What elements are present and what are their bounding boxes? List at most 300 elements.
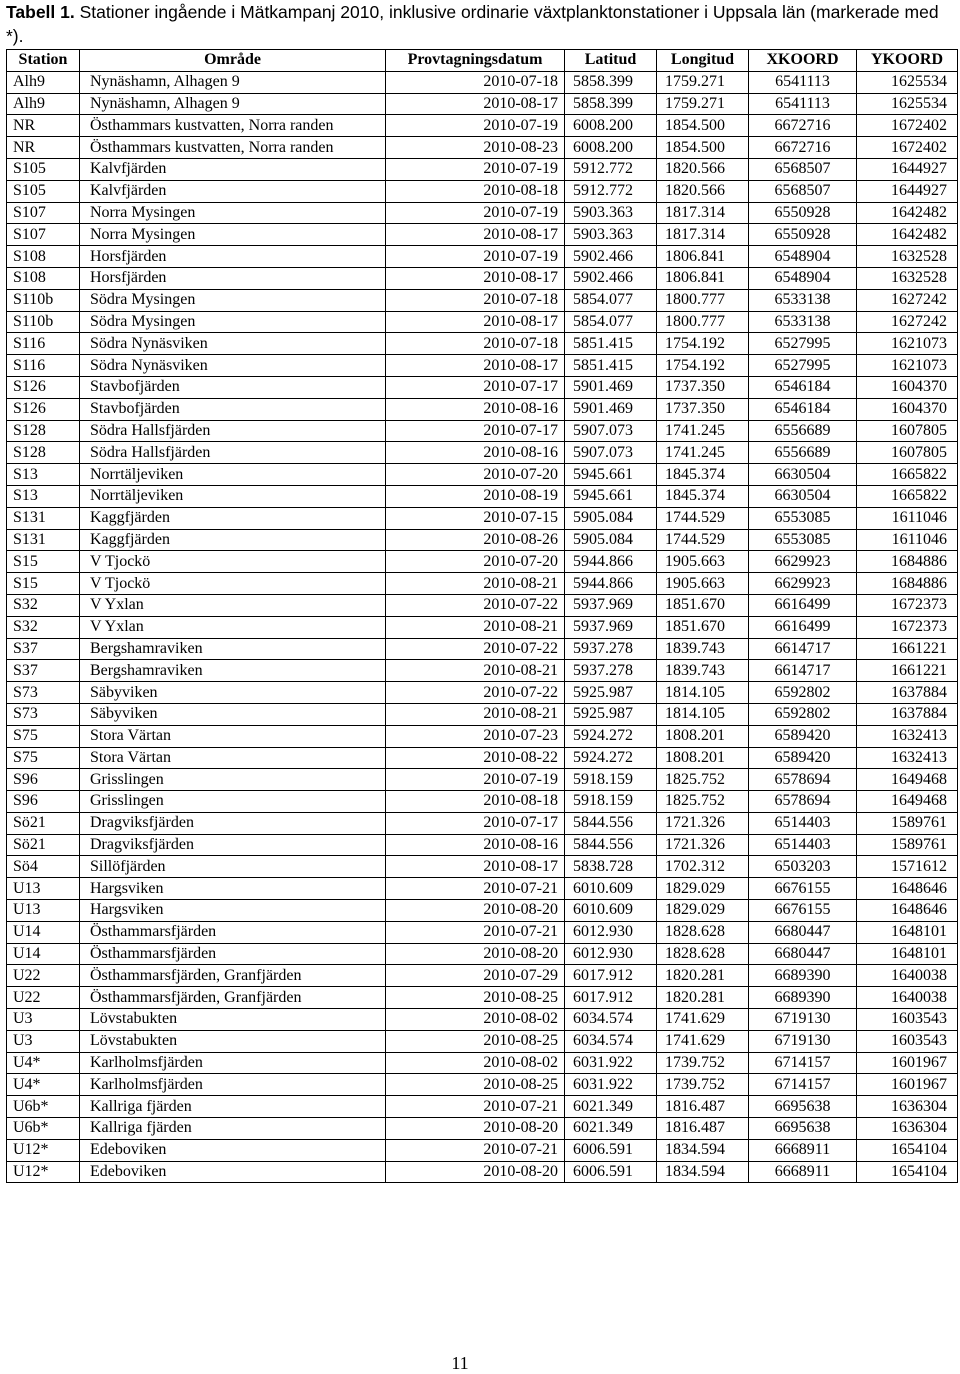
cell-longitude: 1759.271 bbox=[657, 71, 749, 93]
cell-area: Kalvfjärden bbox=[80, 158, 386, 180]
cell-date: 2010-08-02 bbox=[386, 1009, 565, 1031]
cell-date: 2010-08-02 bbox=[386, 1052, 565, 1074]
cell-latitude: 5844.556 bbox=[565, 834, 657, 856]
cell-latitude: 6021.349 bbox=[565, 1118, 657, 1140]
cell-area: Dragviksfjärden bbox=[80, 812, 386, 834]
cell-ykoord: 1632413 bbox=[857, 747, 958, 769]
cell-latitude: 5944.866 bbox=[565, 551, 657, 573]
cell-station: NR bbox=[7, 115, 80, 137]
cell-area: Norra Mysingen bbox=[80, 202, 386, 224]
cell-date: 2010-08-21 bbox=[386, 616, 565, 638]
cell-latitude: 5912.772 bbox=[565, 158, 657, 180]
cell-ykoord: 1607805 bbox=[857, 442, 958, 464]
cell-area: Säbyviken bbox=[80, 682, 386, 704]
cell-xkoord: 6676155 bbox=[749, 900, 857, 922]
cell-station: Sö4 bbox=[7, 856, 80, 878]
table-row bbox=[7, 93, 958, 115]
cell-date: 2010-08-17 bbox=[386, 93, 565, 115]
cell-longitude: 1754.192 bbox=[657, 333, 749, 355]
cell-ykoord: 1672373 bbox=[857, 594, 958, 616]
cell-longitude: 1825.752 bbox=[657, 769, 749, 791]
cell-ykoord: 1621073 bbox=[857, 355, 958, 377]
cell-xkoord: 6578694 bbox=[749, 769, 857, 791]
cell-date: 2010-07-17 bbox=[386, 420, 565, 442]
cell-ykoord: 1649468 bbox=[857, 769, 958, 791]
cell-latitude: 5903.363 bbox=[565, 224, 657, 246]
cell-station: S116 bbox=[7, 355, 80, 377]
cell-area: V Yxlan bbox=[80, 594, 386, 616]
cell-area: Stavbofjärden bbox=[80, 376, 386, 398]
table-row bbox=[7, 398, 958, 420]
cell-latitude: 6031.922 bbox=[565, 1052, 657, 1074]
header-date: Provtagningsdatum bbox=[386, 50, 565, 72]
cell-date: 2010-07-22 bbox=[386, 638, 565, 660]
cell-date: 2010-07-29 bbox=[386, 965, 565, 987]
cell-area: Stora Värtan bbox=[80, 747, 386, 769]
table-row bbox=[7, 180, 958, 202]
cell-ykoord: 1607805 bbox=[857, 420, 958, 442]
cell-ykoord: 1648101 bbox=[857, 943, 958, 965]
cell-latitude: 5918.159 bbox=[565, 791, 657, 813]
cell-latitude: 6012.930 bbox=[565, 943, 657, 965]
cell-latitude: 5858.399 bbox=[565, 71, 657, 93]
cell-area: Karlholmsfjärden bbox=[80, 1074, 386, 1096]
cell-station: U12* bbox=[7, 1161, 80, 1183]
cell-latitude: 5924.272 bbox=[565, 747, 657, 769]
table-row bbox=[7, 878, 958, 900]
cell-date: 2010-07-21 bbox=[386, 1096, 565, 1118]
cell-date: 2010-08-17 bbox=[386, 856, 565, 878]
cell-area: Norrtäljeviken bbox=[80, 464, 386, 486]
cell-date: 2010-07-21 bbox=[386, 1139, 565, 1161]
cell-ykoord: 1684886 bbox=[857, 551, 958, 573]
cell-area: Östhammarsfjärden bbox=[80, 943, 386, 965]
cell-ykoord: 1625534 bbox=[857, 71, 958, 93]
cell-station: U22 bbox=[7, 987, 80, 1009]
table-row bbox=[7, 137, 958, 159]
cell-longitude: 1834.594 bbox=[657, 1161, 749, 1183]
table-row bbox=[7, 267, 958, 289]
table-row bbox=[7, 311, 958, 333]
cell-xkoord: 6533138 bbox=[749, 289, 857, 311]
table-row bbox=[7, 965, 958, 987]
cell-station: S105 bbox=[7, 158, 80, 180]
cell-ykoord: 1640038 bbox=[857, 965, 958, 987]
cell-date: 2010-08-23 bbox=[386, 137, 565, 159]
cell-ykoord: 1642482 bbox=[857, 224, 958, 246]
table-row bbox=[7, 485, 958, 507]
cell-station: S128 bbox=[7, 420, 80, 442]
cell-date: 2010-07-19 bbox=[386, 202, 565, 224]
cell-area: Södra Nynäsviken bbox=[80, 333, 386, 355]
cell-date: 2010-07-18 bbox=[386, 289, 565, 311]
table-body bbox=[7, 71, 958, 1183]
cell-date: 2010-08-19 bbox=[386, 485, 565, 507]
cell-date: 2010-07-21 bbox=[386, 921, 565, 943]
cell-date: 2010-07-17 bbox=[386, 812, 565, 834]
header-area: Område bbox=[80, 50, 386, 72]
cell-longitude: 1737.350 bbox=[657, 376, 749, 398]
cell-latitude: 5903.363 bbox=[565, 202, 657, 224]
cell-area: Kallriga fjärden bbox=[80, 1118, 386, 1140]
cell-longitude: 1759.271 bbox=[657, 93, 749, 115]
cell-station: S108 bbox=[7, 267, 80, 289]
cell-longitude: 1806.841 bbox=[657, 246, 749, 268]
cell-xkoord: 6527995 bbox=[749, 355, 857, 377]
cell-station: NR bbox=[7, 137, 80, 159]
cell-ykoord: 1648646 bbox=[857, 900, 958, 922]
cell-station: S131 bbox=[7, 529, 80, 551]
cell-longitude: 1839.743 bbox=[657, 638, 749, 660]
cell-area: Norra Mysingen bbox=[80, 224, 386, 246]
cell-longitude: 1839.743 bbox=[657, 660, 749, 682]
cell-latitude: 6010.609 bbox=[565, 878, 657, 900]
cell-station: U22 bbox=[7, 965, 80, 987]
cell-xkoord: 6553085 bbox=[749, 529, 857, 551]
cell-date: 2010-08-26 bbox=[386, 529, 565, 551]
cell-xkoord: 6546184 bbox=[749, 398, 857, 420]
cell-date: 2010-07-19 bbox=[386, 115, 565, 137]
cell-ykoord: 1672402 bbox=[857, 115, 958, 137]
cell-longitude: 1800.777 bbox=[657, 289, 749, 311]
cell-area: Horsfjärden bbox=[80, 267, 386, 289]
cell-latitude: 5912.772 bbox=[565, 180, 657, 202]
header-latitude: Latitud bbox=[565, 50, 657, 72]
cell-station: S131 bbox=[7, 507, 80, 529]
cell-date: 2010-08-22 bbox=[386, 747, 565, 769]
table-row bbox=[7, 289, 958, 311]
cell-latitude: 6008.200 bbox=[565, 115, 657, 137]
cell-ykoord: 1661221 bbox=[857, 638, 958, 660]
table-row bbox=[7, 638, 958, 660]
cell-ykoord: 1601967 bbox=[857, 1074, 958, 1096]
cell-ykoord: 1644927 bbox=[857, 180, 958, 202]
cell-latitude: 6021.349 bbox=[565, 1096, 657, 1118]
cell-xkoord: 6629923 bbox=[749, 573, 857, 595]
table-row bbox=[7, 1009, 958, 1031]
table-row bbox=[7, 1139, 958, 1161]
table-row bbox=[7, 594, 958, 616]
header-ykoord: YKOORD bbox=[857, 50, 958, 72]
cell-area: Säbyviken bbox=[80, 703, 386, 725]
cell-longitude: 1744.529 bbox=[657, 529, 749, 551]
cell-xkoord: 6719130 bbox=[749, 1030, 857, 1052]
cell-longitude: 1851.670 bbox=[657, 594, 749, 616]
cell-date: 2010-08-25 bbox=[386, 1074, 565, 1096]
cell-ykoord: 1665822 bbox=[857, 464, 958, 486]
caption-label: Tabell 1. bbox=[6, 2, 75, 22]
cell-xkoord: 6676155 bbox=[749, 878, 857, 900]
cell-area: Hargsviken bbox=[80, 900, 386, 922]
cell-longitude: 1825.752 bbox=[657, 791, 749, 813]
cell-xkoord: 6550928 bbox=[749, 224, 857, 246]
cell-date: 2010-08-20 bbox=[386, 1161, 565, 1183]
cell-longitude: 1845.374 bbox=[657, 464, 749, 486]
table-row bbox=[7, 420, 958, 442]
cell-ykoord: 1648101 bbox=[857, 921, 958, 943]
cell-longitude: 1816.487 bbox=[657, 1118, 749, 1140]
cell-xkoord: 6680447 bbox=[749, 943, 857, 965]
cell-ykoord: 1632528 bbox=[857, 267, 958, 289]
cell-station: S13 bbox=[7, 464, 80, 486]
cell-date: 2010-08-20 bbox=[386, 1118, 565, 1140]
cell-area: Bergshamraviken bbox=[80, 638, 386, 660]
cell-area: Södra Mysingen bbox=[80, 289, 386, 311]
cell-station: S107 bbox=[7, 224, 80, 246]
cell-station: U4* bbox=[7, 1074, 80, 1096]
cell-longitude: 1721.326 bbox=[657, 834, 749, 856]
cell-station: Alh9 bbox=[7, 71, 80, 93]
cell-latitude: 5905.084 bbox=[565, 529, 657, 551]
cell-latitude: 6017.912 bbox=[565, 965, 657, 987]
cell-xkoord: 6550928 bbox=[749, 202, 857, 224]
table-row bbox=[7, 202, 958, 224]
cell-xkoord: 6533138 bbox=[749, 311, 857, 333]
cell-xkoord: 6629923 bbox=[749, 551, 857, 573]
cell-xkoord: 6680447 bbox=[749, 921, 857, 943]
cell-xkoord: 6668911 bbox=[749, 1161, 857, 1183]
table-row bbox=[7, 573, 958, 595]
cell-date: 2010-08-16 bbox=[386, 834, 565, 856]
cell-longitude: 1808.201 bbox=[657, 747, 749, 769]
cell-latitude: 5907.073 bbox=[565, 420, 657, 442]
cell-xkoord: 6556689 bbox=[749, 420, 857, 442]
cell-area: Södra Nynäsviken bbox=[80, 355, 386, 377]
cell-longitude: 1905.663 bbox=[657, 573, 749, 595]
cell-xkoord: 6548904 bbox=[749, 267, 857, 289]
cell-ykoord: 1637884 bbox=[857, 682, 958, 704]
cell-longitude: 1828.628 bbox=[657, 921, 749, 943]
table-row bbox=[7, 616, 958, 638]
cell-latitude: 5844.556 bbox=[565, 812, 657, 834]
cell-station: S15 bbox=[7, 573, 80, 595]
cell-longitude: 1820.566 bbox=[657, 180, 749, 202]
cell-date: 2010-07-19 bbox=[386, 769, 565, 791]
cell-longitude: 1820.566 bbox=[657, 158, 749, 180]
cell-date: 2010-07-17 bbox=[386, 376, 565, 398]
cell-latitude: 6006.591 bbox=[565, 1139, 657, 1161]
cell-station: U13 bbox=[7, 900, 80, 922]
cell-ykoord: 1589761 bbox=[857, 812, 958, 834]
cell-longitude: 1814.105 bbox=[657, 682, 749, 704]
cell-ykoord: 1601967 bbox=[857, 1052, 958, 1074]
cell-latitude: 6008.200 bbox=[565, 137, 657, 159]
table-row bbox=[7, 71, 958, 93]
cell-longitude: 1828.628 bbox=[657, 943, 749, 965]
cell-longitude: 1814.105 bbox=[657, 703, 749, 725]
cell-xkoord: 6668911 bbox=[749, 1139, 857, 1161]
cell-ykoord: 1672402 bbox=[857, 137, 958, 159]
cell-area: Östhammars kustvatten, Norra randen bbox=[80, 137, 386, 159]
cell-xkoord: 6695638 bbox=[749, 1118, 857, 1140]
cell-latitude: 5858.399 bbox=[565, 93, 657, 115]
cell-date: 2010-07-20 bbox=[386, 464, 565, 486]
cell-latitude: 6006.591 bbox=[565, 1161, 657, 1183]
cell-longitude: 1739.752 bbox=[657, 1052, 749, 1074]
cell-longitude: 1817.314 bbox=[657, 224, 749, 246]
cell-ykoord: 1611046 bbox=[857, 507, 958, 529]
cell-xkoord: 6553085 bbox=[749, 507, 857, 529]
cell-xkoord: 6630504 bbox=[749, 464, 857, 486]
cell-xkoord: 6689390 bbox=[749, 987, 857, 1009]
table-row bbox=[7, 529, 958, 551]
table-row bbox=[7, 834, 958, 856]
cell-station: U3 bbox=[7, 1030, 80, 1052]
cell-date: 2010-08-17 bbox=[386, 311, 565, 333]
cell-longitude: 1739.752 bbox=[657, 1074, 749, 1096]
cell-station: S116 bbox=[7, 333, 80, 355]
cell-longitude: 1808.201 bbox=[657, 725, 749, 747]
cell-area: Kallriga fjärden bbox=[80, 1096, 386, 1118]
cell-station: S107 bbox=[7, 202, 80, 224]
cell-area: Hargsviken bbox=[80, 878, 386, 900]
table-row bbox=[7, 791, 958, 813]
cell-xkoord: 6614717 bbox=[749, 638, 857, 660]
cell-area: Södra Hallsfjärden bbox=[80, 442, 386, 464]
cell-station: S32 bbox=[7, 594, 80, 616]
cell-date: 2010-07-20 bbox=[386, 551, 565, 573]
cell-xkoord: 6514403 bbox=[749, 812, 857, 834]
cell-ykoord: 1649468 bbox=[857, 791, 958, 813]
cell-latitude: 6010.609 bbox=[565, 900, 657, 922]
cell-xkoord: 6546184 bbox=[749, 376, 857, 398]
cell-longitude: 1806.841 bbox=[657, 267, 749, 289]
cell-station: U3 bbox=[7, 1009, 80, 1031]
cell-longitude: 1702.312 bbox=[657, 856, 749, 878]
cell-longitude: 1854.500 bbox=[657, 115, 749, 137]
cell-xkoord: 6548904 bbox=[749, 246, 857, 268]
table-row bbox=[7, 1030, 958, 1052]
cell-longitude: 1741.629 bbox=[657, 1009, 749, 1031]
cell-ykoord: 1642482 bbox=[857, 202, 958, 224]
cell-date: 2010-08-25 bbox=[386, 987, 565, 1009]
table-row bbox=[7, 507, 958, 529]
cell-ykoord: 1627242 bbox=[857, 289, 958, 311]
cell-xkoord: 6616499 bbox=[749, 616, 857, 638]
cell-station: U14 bbox=[7, 921, 80, 943]
cell-station: U4* bbox=[7, 1052, 80, 1074]
cell-station: Alh9 bbox=[7, 93, 80, 115]
cell-longitude: 1800.777 bbox=[657, 311, 749, 333]
cell-area: Norrtäljeviken bbox=[80, 485, 386, 507]
cell-area: Södra Mysingen bbox=[80, 311, 386, 333]
table-row bbox=[7, 224, 958, 246]
cell-latitude: 5854.077 bbox=[565, 289, 657, 311]
cell-latitude: 5901.469 bbox=[565, 398, 657, 420]
cell-ykoord: 1604370 bbox=[857, 376, 958, 398]
cell-latitude: 5937.969 bbox=[565, 616, 657, 638]
table-row bbox=[7, 355, 958, 377]
cell-ykoord: 1627242 bbox=[857, 311, 958, 333]
table-row bbox=[7, 246, 958, 268]
cell-station: S37 bbox=[7, 660, 80, 682]
cell-xkoord: 6589420 bbox=[749, 725, 857, 747]
header-station: Station bbox=[7, 50, 80, 72]
cell-area: Bergshamraviken bbox=[80, 660, 386, 682]
cell-latitude: 5902.466 bbox=[565, 267, 657, 289]
cell-date: 2010-08-18 bbox=[386, 180, 565, 202]
cell-area: Karlholmsfjärden bbox=[80, 1052, 386, 1074]
table-row bbox=[7, 1052, 958, 1074]
cell-area: Edeboviken bbox=[80, 1161, 386, 1183]
cell-xkoord: 6672716 bbox=[749, 137, 857, 159]
table-row bbox=[7, 115, 958, 137]
cell-area: Östhammarsfjärden bbox=[80, 921, 386, 943]
cell-area: V Tjockö bbox=[80, 573, 386, 595]
table-row bbox=[7, 943, 958, 965]
cell-station: S110b bbox=[7, 311, 80, 333]
cell-latitude: 5925.987 bbox=[565, 682, 657, 704]
cell-longitude: 1829.029 bbox=[657, 900, 749, 922]
table-row bbox=[7, 333, 958, 355]
cell-station: S105 bbox=[7, 180, 80, 202]
caption-text: Stationer ingående i Mätkampanj 2010, inklusive ordinarie växtplanktonstationer i Uppsala län (markerade med *). bbox=[6, 2, 939, 46]
cell-date: 2010-08-20 bbox=[386, 943, 565, 965]
table-row bbox=[7, 725, 958, 747]
cell-area: V Yxlan bbox=[80, 616, 386, 638]
table-row bbox=[7, 682, 958, 704]
table-row bbox=[7, 1074, 958, 1096]
cell-latitude: 5925.987 bbox=[565, 703, 657, 725]
cell-station: U12* bbox=[7, 1139, 80, 1161]
cell-ykoord: 1672373 bbox=[857, 616, 958, 638]
cell-xkoord: 6556689 bbox=[749, 442, 857, 464]
cell-ykoord: 1637884 bbox=[857, 703, 958, 725]
cell-ykoord: 1661221 bbox=[857, 660, 958, 682]
cell-ykoord: 1632528 bbox=[857, 246, 958, 268]
table-row bbox=[7, 376, 958, 398]
cell-latitude: 5937.278 bbox=[565, 660, 657, 682]
cell-area: Kaggfjärden bbox=[80, 529, 386, 551]
cell-station: S96 bbox=[7, 769, 80, 791]
cell-longitude: 1820.281 bbox=[657, 987, 749, 1009]
table-row bbox=[7, 856, 958, 878]
cell-longitude: 1854.500 bbox=[657, 137, 749, 159]
cell-area: Södra Hallsfjärden bbox=[80, 420, 386, 442]
cell-date: 2010-08-21 bbox=[386, 660, 565, 682]
table-row bbox=[7, 900, 958, 922]
cell-longitude: 1741.245 bbox=[657, 442, 749, 464]
cell-area: Nynäshamn, Alhagen 9 bbox=[80, 93, 386, 115]
cell-station: S73 bbox=[7, 703, 80, 725]
cell-longitude: 1834.594 bbox=[657, 1139, 749, 1161]
table-row bbox=[7, 747, 958, 769]
cell-ykoord: 1632413 bbox=[857, 725, 958, 747]
cell-date: 2010-07-23 bbox=[386, 725, 565, 747]
cell-ykoord: 1603543 bbox=[857, 1009, 958, 1031]
table-row bbox=[7, 551, 958, 573]
cell-area: Lövstabukten bbox=[80, 1030, 386, 1052]
table-row bbox=[7, 921, 958, 943]
cell-longitude: 1741.245 bbox=[657, 420, 749, 442]
cell-ykoord: 1654104 bbox=[857, 1139, 958, 1161]
cell-ykoord: 1636304 bbox=[857, 1118, 958, 1140]
cell-date: 2010-07-18 bbox=[386, 333, 565, 355]
cell-station: S126 bbox=[7, 398, 80, 420]
cell-area: Stora Värtan bbox=[80, 725, 386, 747]
cell-date: 2010-08-20 bbox=[386, 900, 565, 922]
table-row bbox=[7, 442, 958, 464]
cell-date: 2010-07-22 bbox=[386, 594, 565, 616]
table-header-row bbox=[7, 50, 958, 72]
cell-ykoord: 1589761 bbox=[857, 834, 958, 856]
cell-date: 2010-07-19 bbox=[386, 246, 565, 268]
cell-latitude: 6034.574 bbox=[565, 1009, 657, 1031]
cell-latitude: 5838.728 bbox=[565, 856, 657, 878]
cell-xkoord: 6714157 bbox=[749, 1074, 857, 1096]
cell-date: 2010-08-17 bbox=[386, 267, 565, 289]
cell-station: Sö21 bbox=[7, 812, 80, 834]
